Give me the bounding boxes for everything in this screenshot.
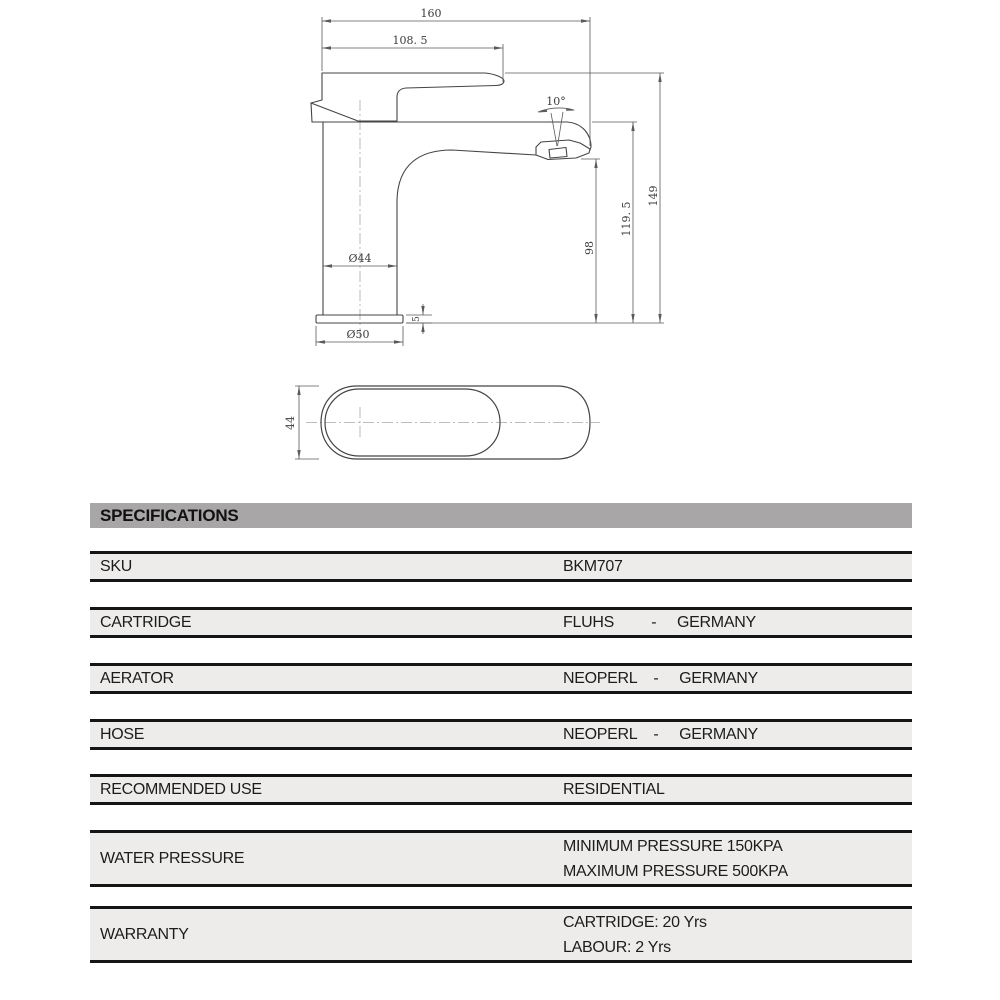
base-plate [316,315,403,323]
spout-underside [397,150,536,315]
dim-total-length: 160 [420,7,442,20]
dim-handle-width: 44 [284,416,297,430]
handle-base [311,103,397,121]
spec-value-aerator: NEOPERL - GERMANY [563,670,758,687]
dim-spout-angle: 10° [546,95,566,108]
spec-row-water-pressure [90,830,912,887]
spec-value-sku: BKM707 [563,558,623,575]
specifications-header [90,503,912,528]
dimension-annotations [295,17,664,459]
spec-value-recommended-use: RESIDENTIAL [563,781,665,798]
spec-value-hose: NEOPERL - GERMANY [563,726,758,743]
spec-label-cartridge: CARTRIDGE [100,614,192,631]
aerator-outlet [549,148,567,159]
dim-base-diameter: Ø50 [346,328,370,341]
spec-row-warranty [90,906,912,963]
spec-value-warranty-cartridge: CARTRIDGE: 20 Yrs [563,914,707,931]
spec-row-sku [90,551,912,582]
spec-label-water-pressure: WATER PRESSURE [100,850,245,867]
spec-label-recommended-use: RECOMMENDED USE [100,781,262,798]
spec-row-aerator [90,663,912,694]
dim-height-spout: 98 [583,241,596,255]
dim-body-diameter: Ø44 [348,252,372,265]
spec-label-warranty: WARRANTY [100,926,189,943]
dim-height-total: 149 [647,185,660,207]
spec-value-cartridge: FLUHS - GERMANY [563,614,756,631]
handle-outline [311,73,485,122]
spec-value-warranty-labour: LABOUR: 2 Yrs [563,939,671,956]
spec-row-hose [90,719,912,750]
specifications-title: SPECIFICATIONS [100,506,239,525]
spec-row-cartridge [90,607,912,638]
spout-top [312,122,591,150]
spec-value-min-pressure: MINIMUM PRESSURE 150KPA [563,838,783,855]
spec-value-max-pressure: MAXIMUM PRESSURE 500KPA [563,863,788,880]
spec-row-recommended-use [90,774,912,805]
technical-drawing [0,0,1000,498]
dim-base-thickness: 5 [412,316,422,322]
spec-label-hose: HOSE [100,726,145,743]
centerlines [306,100,600,438]
handle-tip [397,73,504,122]
dim-height-body: 119. 5 [620,201,633,237]
spec-label-aerator: AERATOR [100,670,174,687]
dim-handle-length: 108. 5 [392,34,428,47]
faucet-side-view [311,73,591,323]
spec-label-sku: SKU [100,558,132,575]
